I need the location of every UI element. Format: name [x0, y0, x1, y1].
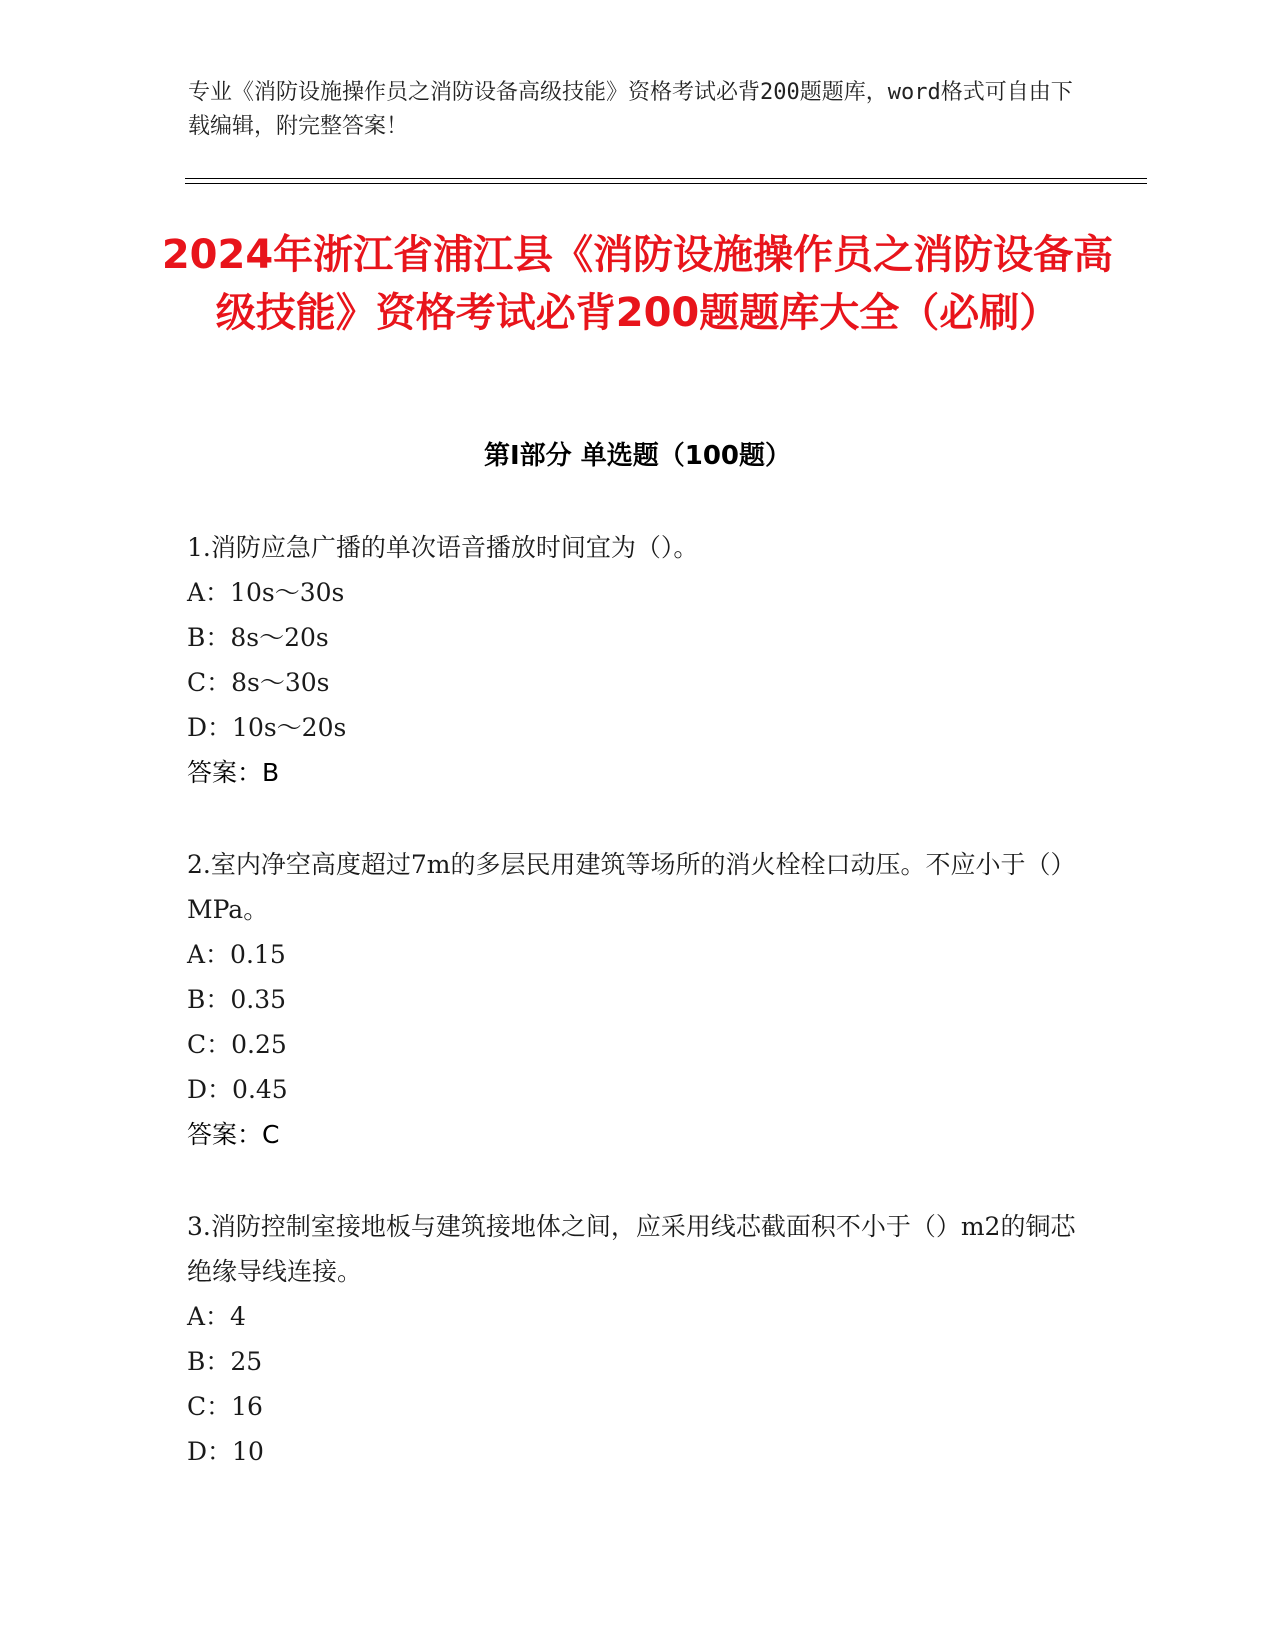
- option-list: [187, 1294, 1087, 1474]
- header-divider-bottom: [185, 183, 1147, 184]
- option-a: A：10s～30s: [187, 578, 345, 607]
- option-d: D：0.45: [187, 1075, 288, 1104]
- document-header-note: 专业《消防设施操作员之消防设备高级技能》资格考试必背200题题库，word格式可自由下载编辑，附完整答案！: [188, 80, 1073, 139]
- option-a: A：0.15: [187, 940, 286, 969]
- question-stem: 1.消防应急广播的单次语音播放时间宜为（）。: [187, 533, 699, 562]
- option-d: D：10: [187, 1437, 264, 1466]
- answer-label: 答案：B: [187, 758, 280, 787]
- option-c: C：16: [187, 1392, 263, 1421]
- option-b: B：0.35: [187, 985, 287, 1014]
- option-c: C：8s～30s: [187, 668, 330, 697]
- question-1: [187, 525, 1087, 795]
- option-b: B：25: [187, 1347, 263, 1376]
- option-list: [187, 570, 1087, 750]
- question-stem: 3.消防控制室接地板与建筑接地体之间，应采用线芯截面积不小于（）m2的铜芯绝缘导线连接。: [187, 1212, 1076, 1286]
- document-title: 2024年浙江省浦江县《消防设施操作员之消防设备高级技能》资格考试必背200题题库大全（必刷）: [161, 232, 1114, 336]
- answer-label: 答案：C: [187, 1120, 280, 1149]
- option-b: B：8s～20s: [187, 623, 329, 652]
- question-list: [187, 525, 1087, 1521]
- question-stem: 2.室内净空高度超过7m的多层民用建筑等场所的消火栓栓口动压。不应小于（）MPa。: [187, 850, 1076, 924]
- option-list: [187, 932, 1087, 1112]
- option-a: A：4: [187, 1302, 246, 1331]
- option-c: C：0.25: [187, 1030, 287, 1059]
- section-title: 第I部分 单选题（100题）: [484, 441, 791, 471]
- option-d: D：10s～20s: [187, 713, 347, 742]
- header-divider-top: [185, 178, 1147, 179]
- question-3: [187, 1204, 1087, 1474]
- question-2: [187, 842, 1087, 1157]
